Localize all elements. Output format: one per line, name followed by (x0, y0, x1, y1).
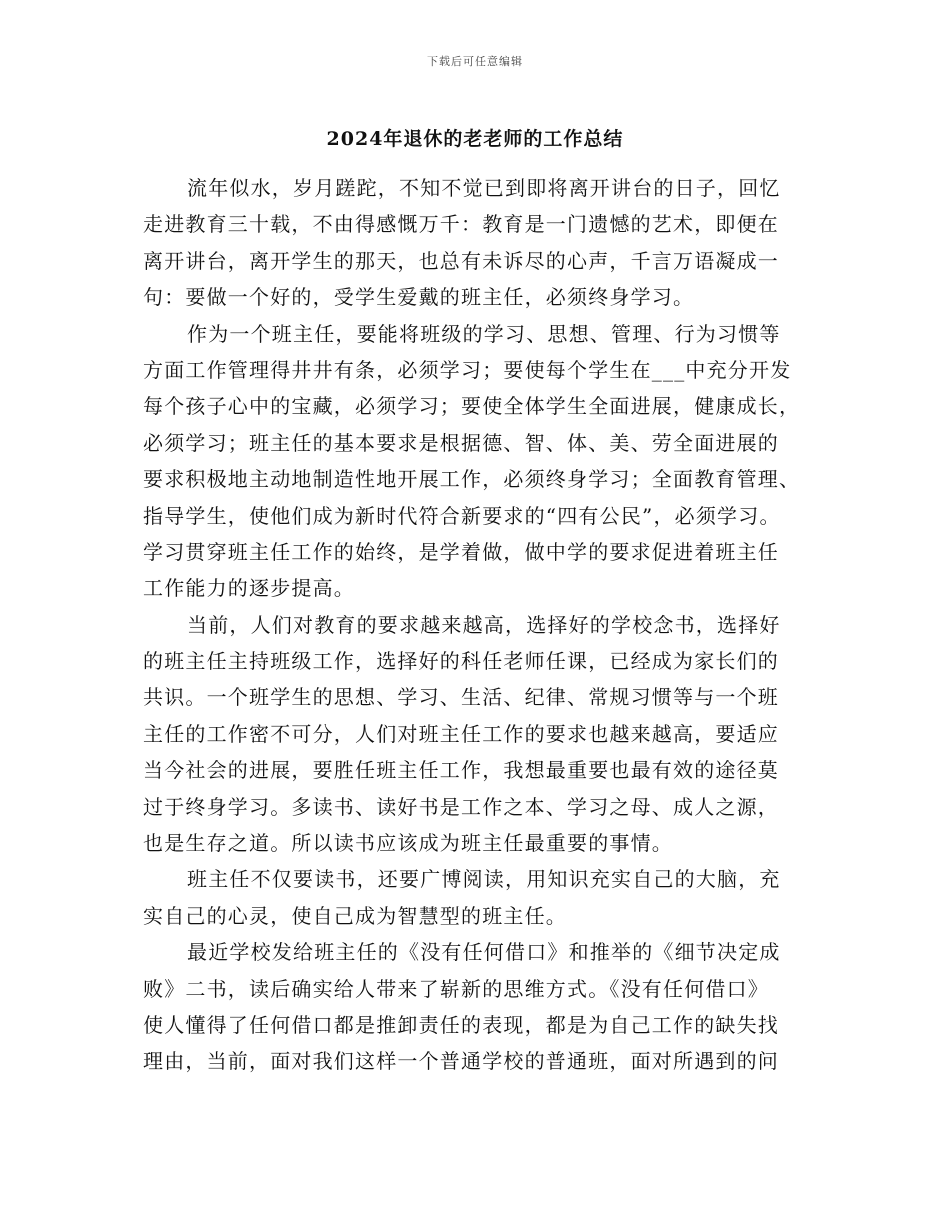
paragraph-first-line: 最近学校发给班主任的《没有任何借口》和推举的《细节决定成 (187, 940, 781, 965)
paragraph-first-line: 当前，人们对教育的要求越来越高，选择好的学校念书，选择好 (187, 612, 781, 637)
paragraph-line: 过于终身学习。多读书、读好书是工作之本、学习之母、成人之源， (143, 794, 779, 819)
paragraph-line: 使人懂得了任何借口都是推卸责任的表现，都是为自己工作的缺失找 (143, 1012, 779, 1037)
paragraph-first-line: 流年似水，岁月蹉跎，不知不觉已到即将离开讲台的日子，回忆 (187, 176, 781, 200)
document-title: 2024年退休的老老师的工作总结 (326, 128, 624, 150)
paragraph-line: 走进教育三十载，不由得感慨万千：教育是一门遗憾的艺术，即便在 (143, 212, 779, 237)
paragraph-line: 当今社会的进展，要胜任班主任工作，我想最重要也最有效的途径莫 (143, 758, 779, 783)
paragraph-line: 指导学生，使他们成为新时代符合新要求的“四有公民”，必须学习。 (143, 503, 781, 528)
paragraph-line: 败》二书，读后确实给人带来了崭新的思维方式。《没有任何借口》 (143, 976, 769, 1001)
paragraph-line: 的班主任主持班级工作，选择好的科任老师任课，已经成为家长们的 (143, 649, 779, 674)
paragraph-line: 共识。一个班学生的思想、学习、生活、纪律、常规习惯等与一个班 (143, 685, 779, 710)
paragraph-first-line: 班主任不仅要读书，还要广博阅读，用知识充实自己的大脑，充 (187, 867, 781, 892)
paragraph-line: 主任的工作密不可分，人们对班主任工作的要求也越来越高，要适应 (143, 721, 779, 746)
paragraph-line: 必须学习；班主任的基本要求是根据德、智、体、美、劳全面进展的 (143, 430, 779, 455)
paragraph-line: 离开讲台，离开学生的那天，也总有未诉尽的心声，千言万语凝成一 (143, 248, 779, 273)
paragraph-line: 要求积极地主动地制造性地开展工作，必须终身学习；全面教育管理、 (143, 467, 801, 492)
paragraph-line: 理由，当前，面对我们这样一个普通学校的普通班，面对所遇到的问 (143, 1049, 779, 1074)
paragraph-line: 方面工作管理得井井有条，必须学习；要使每个学生在___中充分开发 (143, 357, 792, 382)
document-body (143, 170, 825, 1080)
paragraph-line: 每个孩子心中的宝藏，必须学习；要使全体学生全面进展，健康成长， (143, 394, 801, 419)
paragraph-line: 实自己的心灵，使自己成为智慧型的班主任。 (143, 903, 567, 928)
header-note: 下载后可任意编辑 (427, 55, 523, 68)
paragraph-line: 工作能力的逐步提高。 (143, 576, 355, 601)
paragraph-line: 句：要做一个好的，受学生爱戴的班主任，必须终身学习。 (143, 285, 695, 310)
paragraph-line: 学习贯穿班主任工作的始终，是学着做，做中学的要求促进着班主任 (143, 539, 779, 564)
paragraph-line: 也是生存之道。所以读书应该成为班主任最重要的事情。 (143, 831, 673, 856)
paragraph-first-line: 作为一个班主任，要能将班级的学习、思想、管理、行为习惯等 (187, 321, 781, 346)
